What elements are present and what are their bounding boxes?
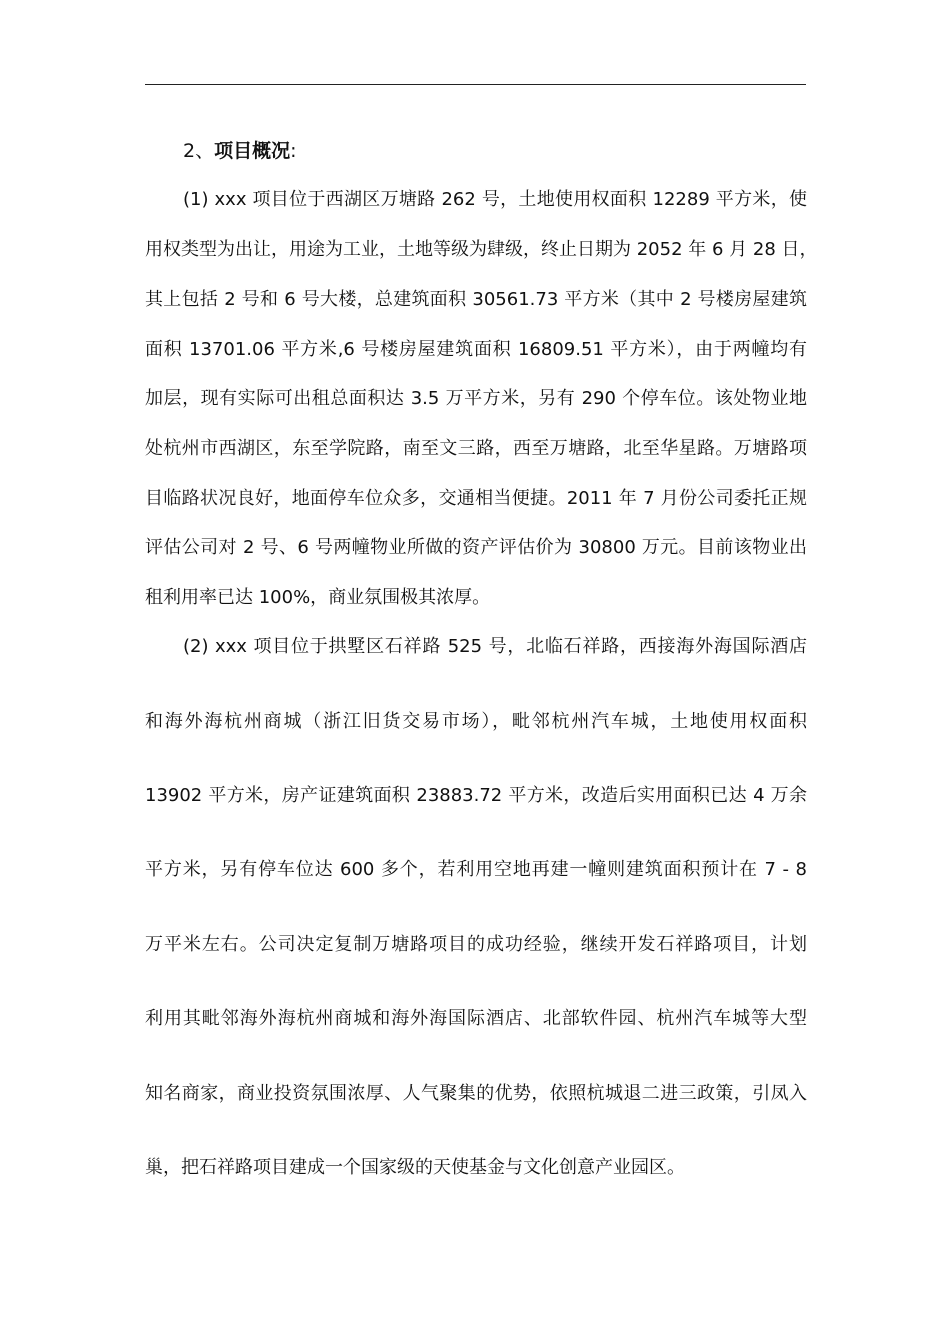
paragraph-line: 租利用率已达 100%，商业氛围极其浓厚。 [145,587,491,608]
paragraph-line: 知名商家，商业投资氛围浓厚、人气聚集的优势，依照杭城退二进三政策，引凤入 [145,1083,807,1104]
paragraph-line: (2) xxx 项目位于拱墅区石祥路 525 号，北临石祥路，西接海外海国际酒店 [183,636,807,657]
heading-colon: : [290,140,297,162]
paragraph-line: 平方米，另有停车位达 600 多个，若利用空地再建一幢则建筑面积预计在 7 - 8 [145,859,807,880]
paragraph-line: (1) xxx 项目位于西湖区万塘路 262 号，土地使用权面积 12289 平方米，使 [183,189,807,210]
paragraph-line: 其上包括 2 号和 6 号大楼，总建筑面积 30561.73 平方米（其中 2 号楼房屋建筑 [145,289,807,310]
paragraph-line: 评估公司对 2 号、6 号两幢物业所做的资产评估价为 30800 万元。目前该物业出 [145,537,807,558]
paragraph-line: 巢，把石祥路项目建成一个国家级的天使基金与文化创意产业园区。 [145,1157,685,1178]
paragraph-line: 目临路状况良好，地面停车位众多，交通相当便捷。2011 年 7 月份公司委托正规 [145,488,807,509]
paragraph-line: 13902 平方米，房产证建筑面积 23883.72 平方米，改造后实用面积已达 4 万余 [145,785,807,806]
heading-title: 项目概况 [214,140,291,162]
paragraph-line: 利用其毗邻海外海杭州商城和海外海国际酒店、北部软件园、杭州汽车城等大型 [145,1008,807,1029]
paragraph-line: 加层，现有实际可出租总面积达 3.5 万平方米，另有 290 个停车位。该处物业地 [145,388,807,409]
header-rule [145,84,806,85]
paragraph-line: 处杭州市西湖区，东至学院路，南至文三路，西至万塘路，北至华星路。万塘路项 [145,438,807,459]
paragraph-line: 和海外海杭州商城（浙江旧货交易市场），毗邻杭州汽车城，土地使用权面积 [145,711,807,732]
paragraph-line: 万平米左右。公司决定复制万塘路项目的成功经验，继续开发石祥路项目，计划 [145,934,807,955]
paragraph-line: 用权类型为出让，用途为工业，土地等级为肆级，终止日期为 2052 年 6 月 28 日， [145,239,818,260]
paragraph-line: 面积 13701.06 平方米,6 号楼房屋建筑面积 16809.51 平方米），由于两幢均有 [145,339,807,360]
section-heading [183,136,297,166]
heading-number: 2、 [183,140,215,162]
